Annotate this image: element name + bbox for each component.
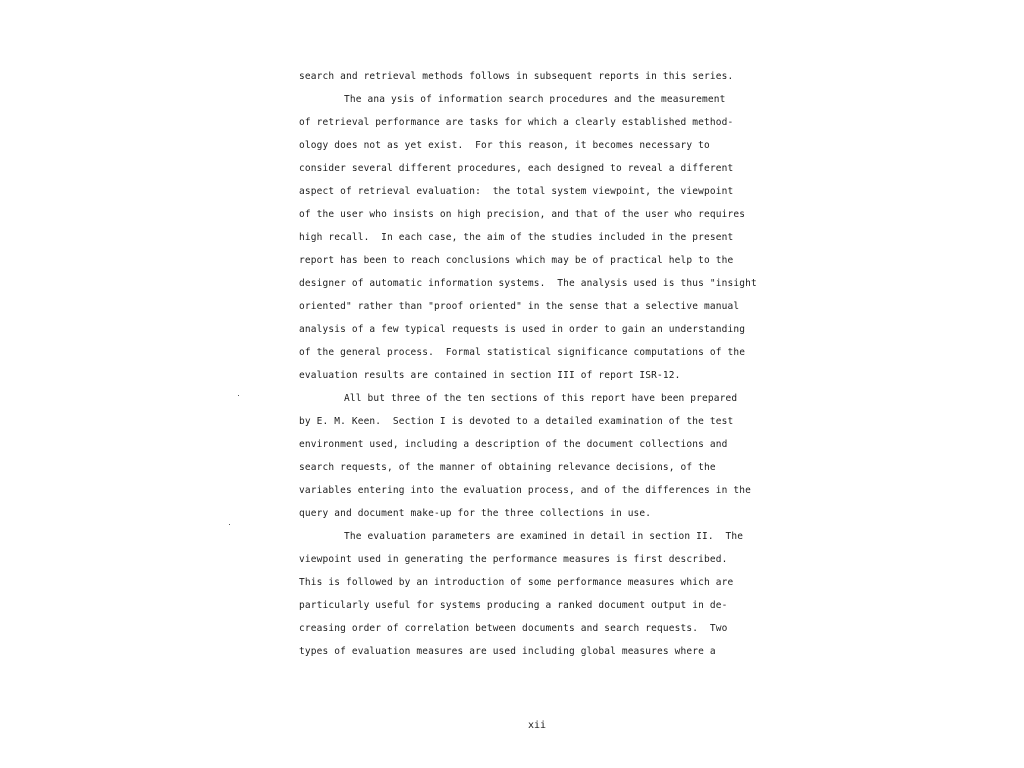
text-line: types of evaluation measures are used including global measures where a [299, 646, 716, 657]
text-line: variables entering into the evaluation process, and of the differences in the [299, 485, 751, 496]
text-line: environment used, including a description of the document collections and [299, 439, 728, 450]
text-line: high recall. In each case, the aim of the studies included in the present [299, 232, 734, 243]
text-line: aspect of retrieval evaluation: the total system viewpoint, the viewpoint [299, 186, 734, 197]
scan-speck [238, 395, 239, 396]
page-number: xii [528, 720, 547, 731]
text-line: The evaluation parameters are examined in detail in section II. The [344, 531, 744, 542]
text-line: evaluation results are contained in section III of report ISR-12. [299, 370, 681, 381]
text-line: of the user who insists on high precision, and that of the user who requires [299, 209, 746, 220]
text-line: query and document make-up for the three collections in use. [299, 508, 652, 519]
text-line: This is followed by an introduction of some performance measures which are [299, 577, 734, 588]
text-line: consider several different procedures, each designed to reveal a different [299, 163, 734, 174]
text-line: report has been to reach conclusions which may be of practical help to the [299, 255, 734, 266]
text-line: The ana ysis of information search procedures and the measurement [344, 94, 726, 105]
text-line: ology does not as yet exist. For this reason, it becomes necessary to [299, 140, 710, 151]
text-line: search requests, of the manner of obtaining relevance decisions, of the [299, 462, 716, 473]
text-line: oriented" rather than "proof oriented" in the sense that a selective manual [299, 301, 740, 312]
text-line: by E. M. Keen. Section I is devoted to a detailed examination of the test [299, 416, 734, 427]
text-line: All but three of the ten sections of this report have been prepared [344, 393, 738, 404]
text-line: search and retrieval methods follows in subsequent reports in this series. [299, 71, 734, 82]
text-line: particularly useful for systems producing a ranked document output in de- [299, 600, 728, 611]
text-line: of retrieval performance are tasks for which a clearly established method- [299, 117, 734, 128]
text-line: creasing order of correlation between documents and search requests. Two [299, 623, 728, 634]
text-line: designer of automatic information systems. The analysis used is thus "insight [299, 278, 757, 289]
text-line: analysis of a few typical requests is used in order to gain an understanding [299, 324, 746, 335]
text-line: viewpoint used in generating the performance measures is first described. [299, 554, 728, 565]
text-line: of the general process. Formal statistical significance computations of the [299, 347, 746, 358]
scan-speck [229, 524, 230, 525]
